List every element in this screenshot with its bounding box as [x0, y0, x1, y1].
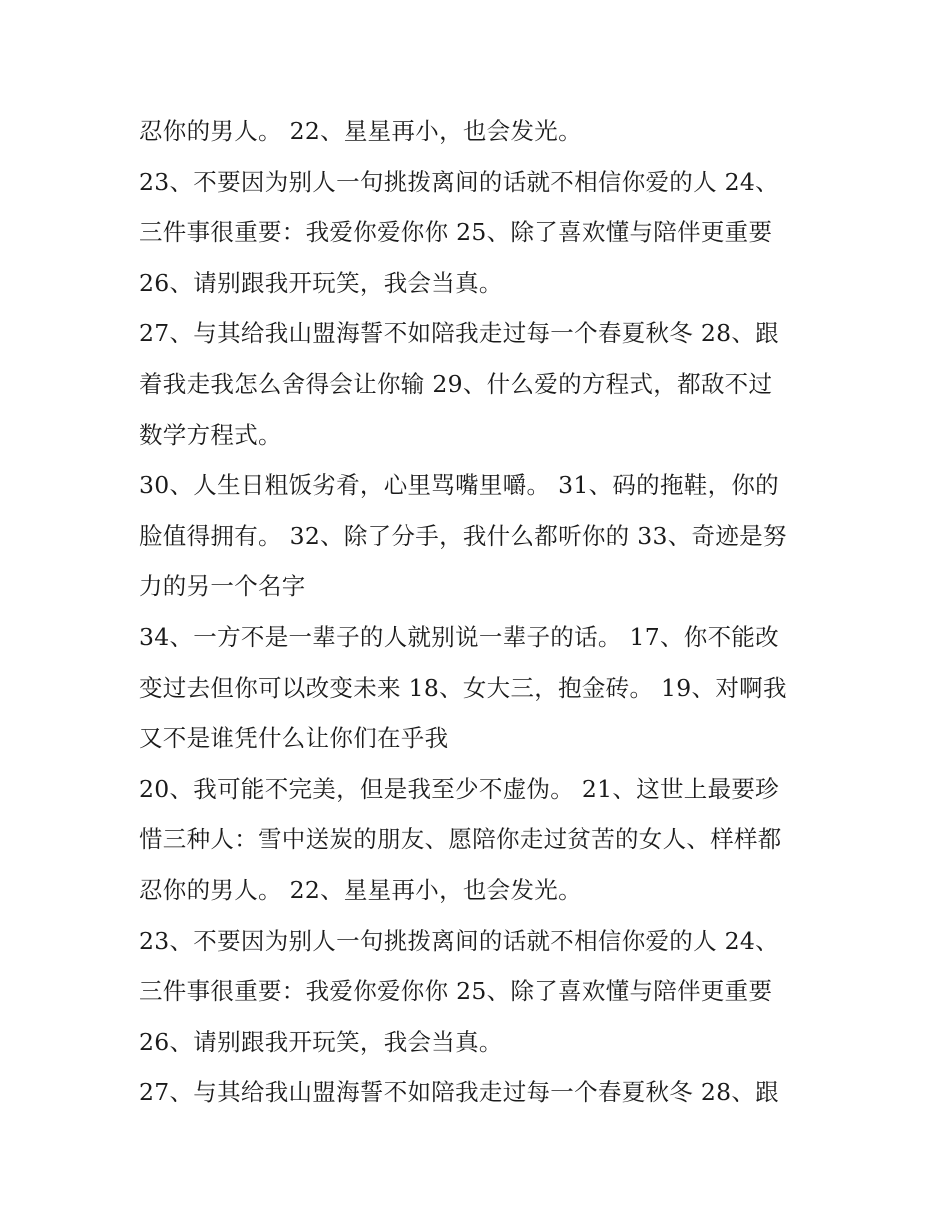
text-line: 变过去但你可以改变未来 18、女大三，抱金砖。 19、对啊我 — [139, 673, 787, 702]
text-line: 26、请别跟我开玩笑，我会当真。 — [139, 1027, 503, 1056]
text-line: 27、与其给我山盟海誓不如陪我走过每一个春夏秋冬 28、跟 — [139, 319, 779, 348]
text-line: 脸值得拥有。 32、除了分手，我什么都听你的 33、奇迹是努 — [139, 521, 787, 550]
text-line: 惜三种人：雪中送炭的朋友、愿陪你走过贫苦的女人、样样都 — [139, 825, 782, 854]
text-line: 数学方程式。 — [139, 420, 282, 449]
text-line: 26、请别跟我开玩笑，我会当真。 — [139, 268, 503, 297]
text-line: 27、与其给我山盟海誓不如陪我走过每一个春夏秋冬 28、跟 — [139, 1078, 779, 1107]
text-line: 三件事很重要：我爱你爱你你 25、除了喜欢懂与陪伴更重要 — [139, 218, 773, 247]
text-line: 着我走我怎么舍得会让你输 29、什么爱的方程式，都敌不过 — [139, 369, 773, 398]
text-line: 34、一方不是一辈子的人就别说一辈子的话。 17、你不能改 — [139, 622, 779, 651]
body-text — [139, 106, 839, 1118]
text-line: 23、不要因为别人一句挑拨离间的话就不相信你爱的人 24、 — [139, 167, 779, 196]
text-line: 23、不要因为别人一句挑拨离间的话就不相信你爱的人 24、 — [139, 926, 779, 955]
text-line: 忍你的男人。 22、星星再小，也会发光。 — [139, 117, 582, 145]
text-line: 三件事很重要：我爱你爱你你 25、除了喜欢懂与陪伴更重要 — [139, 977, 773, 1006]
text-line: 30、人生日粗饭劣肴，心里骂嘴里嚼。 31、码的拖鞋，你的 — [139, 471, 779, 500]
text-line: 力的另一个名字 — [139, 572, 306, 601]
text-line: 忍你的男人。 22、星星再小，也会发光。 — [139, 875, 582, 904]
text-line: 20、我可能不完美，但是我至少不虚伪。 21、这世上最要珍 — [139, 774, 779, 803]
text-line: 又不是谁凭什么让你们在乎我 — [139, 724, 449, 753]
